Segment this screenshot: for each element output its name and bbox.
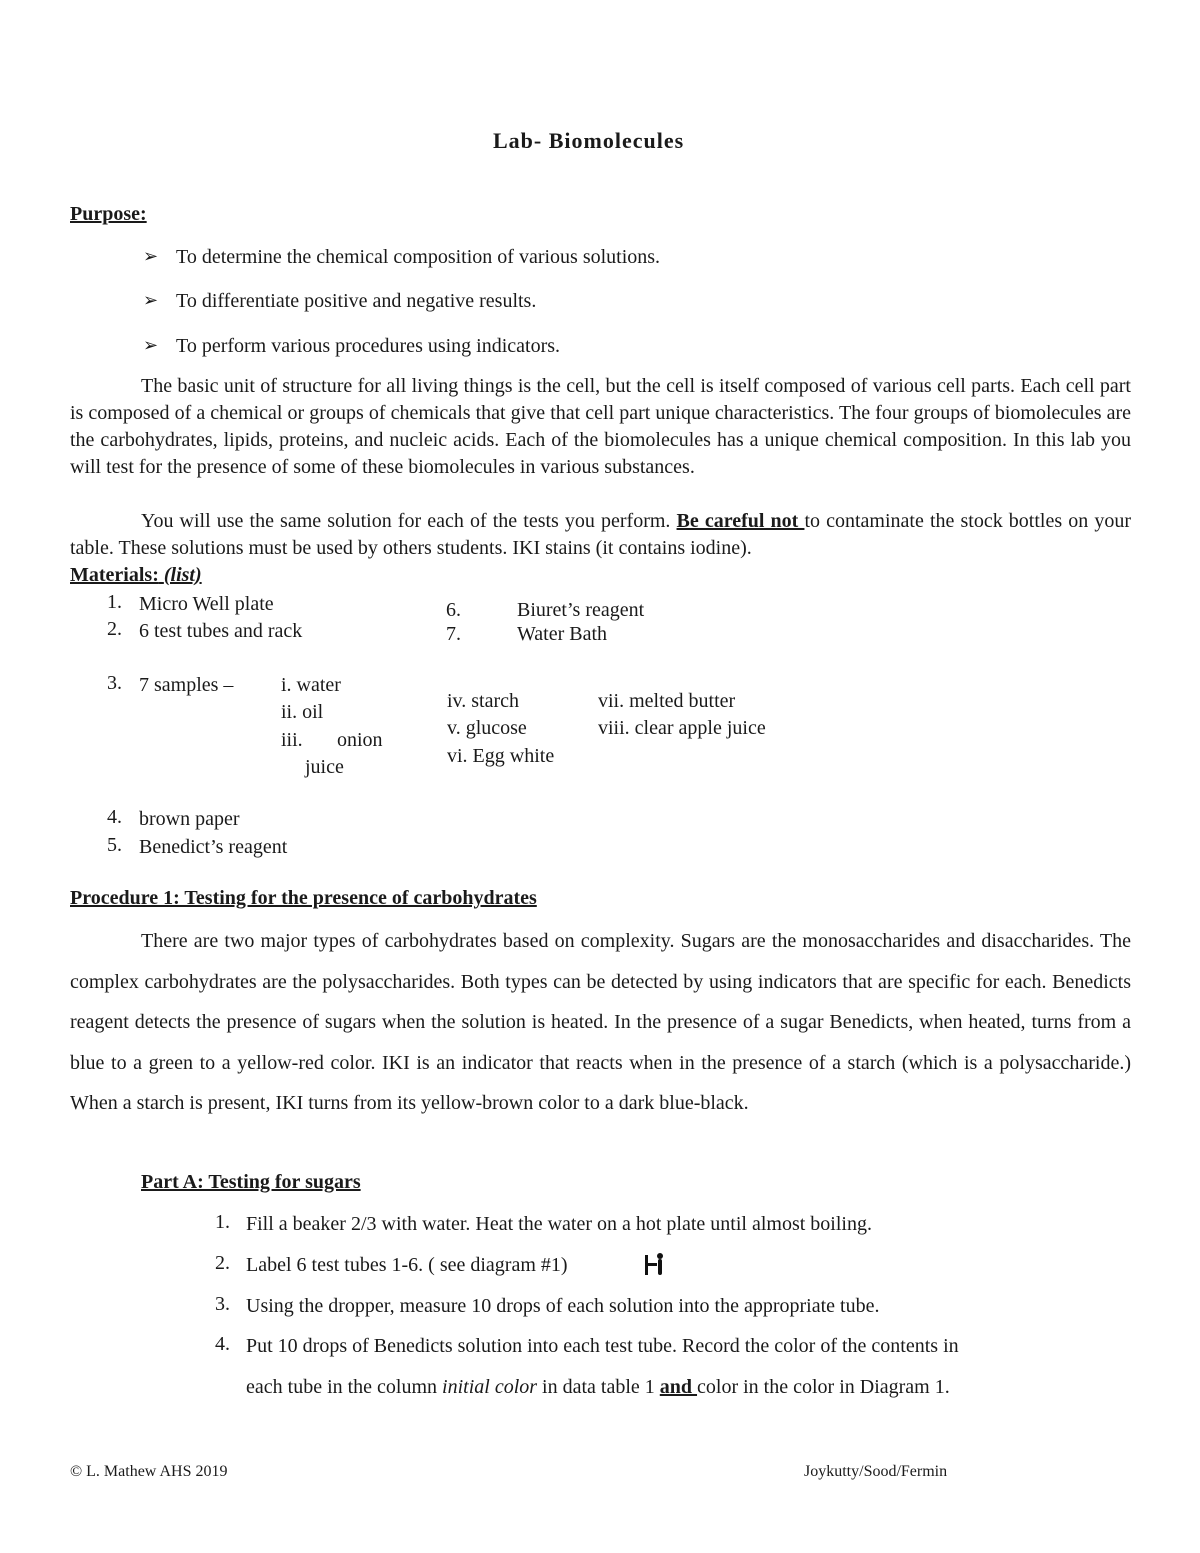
intro-paragraph-1: The basic unit of structure for all living things is the cell, but the cell is itself composed of various cell parts. Each cell part is composed of a chemical or groups of chemicals that give that cell part unique characteristics. The four groups of biomolecules are the carbohydrates, lipids, proteins, and nucleic acids. Each of the biomolecules has a unique chemical composition. In this lab you will test for the presence of some of these biomolecules in various substances. bbox=[70, 375, 1131, 478]
material-item: Biuret’s reagent bbox=[517, 599, 645, 621]
careful-warning: Be careful not bbox=[676, 510, 805, 532]
sample-item: juice bbox=[305, 756, 344, 778]
footer-copyright: © L. Mathew AHS 2019 bbox=[70, 1463, 228, 1480]
intro-paragraph-2: You will use the same solution for each of the tests you perform. Be careful not to contaminate the stock bottles on your table. These solutions must be used by others students. IKI stains (it contains iodine). bbox=[70, 510, 1131, 559]
partA-heading: Part A: Testing for sugars bbox=[141, 1171, 361, 1193]
step-number: 2. bbox=[215, 1252, 230, 1274]
list-number: 6. bbox=[446, 599, 461, 621]
list-number: 7. bbox=[446, 623, 461, 645]
bullet-arrow-icon: ➢ bbox=[143, 335, 159, 355]
step-number: 3. bbox=[215, 1293, 230, 1315]
material-item: Micro Well plate bbox=[139, 593, 274, 615]
step-text: Label 6 test tubes 1-6. ( see diagram #1) bbox=[246, 1254, 568, 1276]
sample-item: onion bbox=[337, 729, 383, 751]
sample-item: ii. oil bbox=[281, 701, 324, 723]
page-title: Lab- Biomolecules bbox=[493, 128, 685, 153]
purpose-item: To differentiate positive and negative results. bbox=[176, 290, 537, 312]
list-number: 1. bbox=[107, 591, 122, 613]
sample-item: vii. melted butter bbox=[598, 690, 736, 712]
test-tube-rack-icon bbox=[642, 1252, 668, 1278]
list-number: 4. bbox=[107, 806, 122, 828]
procedure1-heading: Procedure 1: Testing for the presence of carbohydrates bbox=[70, 887, 537, 909]
list-number: 3. bbox=[107, 672, 122, 694]
sample-item: iii. bbox=[281, 729, 303, 751]
material-item: brown paper bbox=[139, 808, 240, 830]
procedure1-paragraph: There are two major types of carbohydrates based on complexity. Sugars are the monosaccharides and disaccharides. The complex carbohydrates are the polysaccharides. Both types can be detected by using indicators that are specific for each. Benedicts reagent detects the presence of sugars when the solution is heated. In the presence of a sugar Benedicts, when heated, turns from a blue to a green to a yellow-red color. IKI is an indicator that reacts when in the presence of a starch (which is a polysaccharide.) When a starch is present, IKI turns from its yellow-brown color to a dark blue-black. bbox=[70, 930, 1131, 1115]
list-number: 5. bbox=[107, 834, 122, 856]
purpose-item: To perform various procedures using indicators. bbox=[176, 335, 561, 357]
step-text: Fill a beaker 2/3 with water. Heat the water on a hot plate until almost boiling. bbox=[246, 1213, 872, 1235]
step-text: Using the dropper, measure 10 drops of each solution into the appropriate tube. bbox=[246, 1295, 880, 1317]
bullet-arrow-icon: ➢ bbox=[143, 246, 159, 266]
sample-item: viii. clear apple juice bbox=[598, 717, 766, 739]
materials-heading: Materials: (list) bbox=[70, 564, 202, 586]
step-text-continued: each tube in the column initial color in data table 1 and color in the color in Diagram 1. bbox=[246, 1376, 950, 1398]
step-number: 4. bbox=[215, 1333, 230, 1355]
sample-item: iv. starch bbox=[447, 690, 520, 712]
material-item: Benedict’s reagent bbox=[139, 836, 288, 858]
material-item: 6 test tubes and rack bbox=[139, 620, 303, 642]
samples-label: 7 samples – bbox=[139, 674, 234, 696]
purpose-heading: Purpose: bbox=[70, 203, 147, 225]
bullet-arrow-icon: ➢ bbox=[143, 290, 159, 310]
step-number: 1. bbox=[215, 1211, 230, 1233]
sample-item: v. glucose bbox=[447, 717, 527, 739]
list-number: 2. bbox=[107, 618, 122, 640]
sample-item: vi. Egg white bbox=[447, 745, 555, 767]
purpose-item: To determine the chemical composition of various solutions. bbox=[176, 246, 661, 268]
step-text: Put 10 drops of Benedicts solution into each test tube. Record the color of the contents in bbox=[246, 1335, 959, 1357]
footer-authors: Joykutty/Sood/Fermin bbox=[804, 1463, 948, 1480]
sample-item: i. water bbox=[281, 674, 341, 696]
material-item: Water Bath bbox=[517, 623, 608, 645]
